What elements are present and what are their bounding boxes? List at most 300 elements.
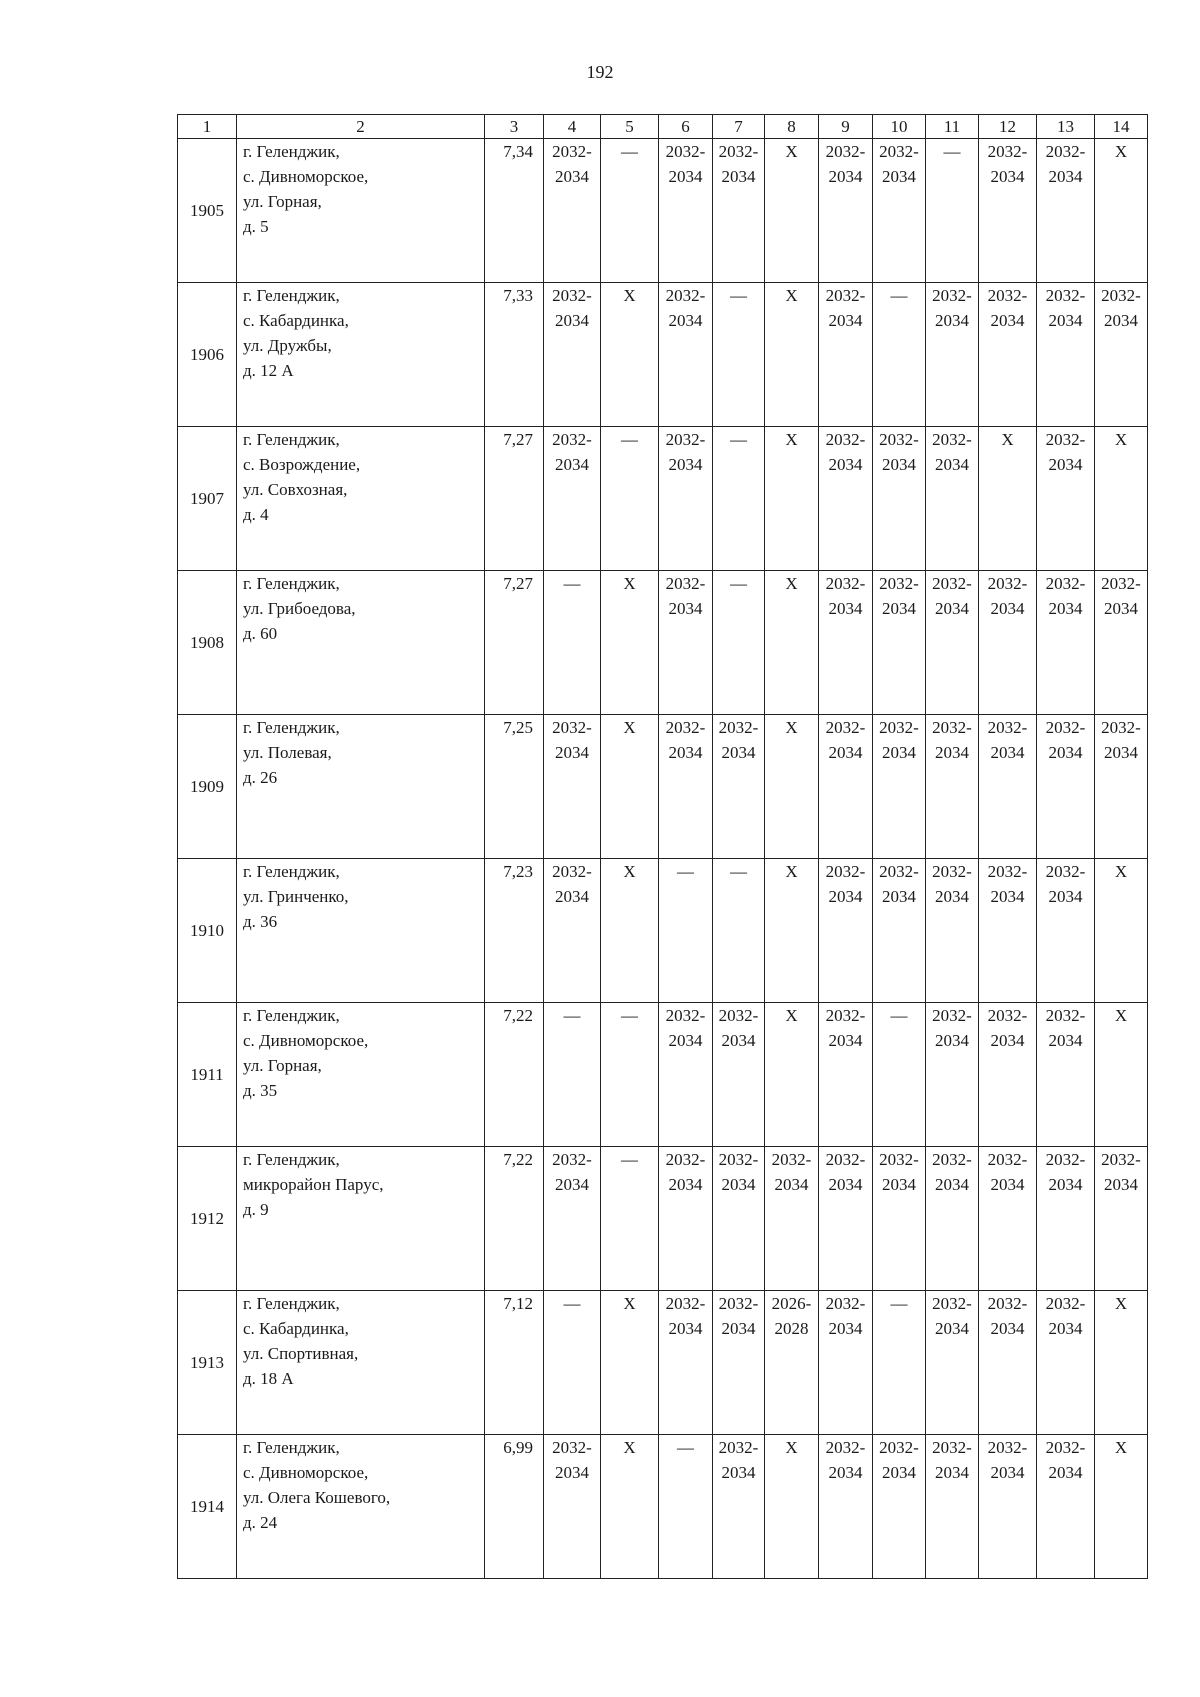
period-line: 2032- <box>665 142 706 161</box>
table-row <box>178 1147 1148 1291</box>
period-line: 2034 <box>882 1463 916 1482</box>
period-line: 2032- <box>879 142 919 161</box>
period-cell <box>979 859 1037 1003</box>
period-line: X <box>1114 1006 1128 1025</box>
period-line: 2032- <box>552 142 592 161</box>
period-line: 2032- <box>718 142 759 161</box>
period-cell <box>1095 1147 1148 1291</box>
period-cell <box>819 715 873 859</box>
period-line: 2032- <box>1045 1294 1086 1313</box>
period-line: 2032- <box>665 574 706 593</box>
period-cell <box>544 427 601 571</box>
column-header: 13 <box>1037 115 1095 139</box>
table-row <box>178 1435 1148 1579</box>
column-header: 6 <box>659 115 713 139</box>
period-line: 2034 <box>828 167 863 186</box>
period-line: 2034 <box>882 1175 916 1194</box>
period-cell <box>601 1003 659 1147</box>
period-line: — <box>730 430 747 449</box>
address-line: г. Геленджик, <box>243 862 340 881</box>
period-cell <box>765 1147 819 1291</box>
period-cell <box>1037 571 1095 715</box>
period-line: X <box>1114 142 1128 161</box>
table-row <box>178 859 1148 1003</box>
period-line: 2032- <box>879 718 919 737</box>
period-cell <box>544 1435 601 1579</box>
period-cell <box>873 283 926 427</box>
period-line: 2034 <box>828 1031 863 1050</box>
period-cell <box>601 1147 659 1291</box>
period-line: 2034 <box>990 167 1025 186</box>
period-line: 2034 <box>882 167 916 186</box>
address-line: ул. Горная, <box>243 1056 322 1075</box>
area-cell: 6,99 <box>485 1435 544 1579</box>
area-cell: 7,22 <box>485 1147 544 1291</box>
area-cell: 7,23 <box>485 859 544 1003</box>
period-cell <box>765 571 819 715</box>
period-cell <box>544 1003 601 1147</box>
period-line: 2032- <box>825 1294 866 1313</box>
period-cell <box>926 427 979 571</box>
period-cell <box>713 427 765 571</box>
period-line: 2034 <box>721 743 756 762</box>
table-row <box>178 139 1148 283</box>
address-cell <box>237 427 485 571</box>
table-row <box>178 715 1148 859</box>
period-line: — <box>730 862 747 881</box>
period-line: 2032- <box>1045 430 1086 449</box>
period-line: 2032- <box>718 1150 759 1169</box>
column-header: 14 <box>1095 115 1148 139</box>
row-number: 1913 <box>178 1291 237 1435</box>
period-cell <box>713 715 765 859</box>
period-line: 2028 <box>774 1319 809 1338</box>
period-cell <box>1037 139 1095 283</box>
period-cell <box>544 1147 601 1291</box>
period-line: 2032- <box>552 1150 592 1169</box>
row-number: 1908 <box>178 571 237 715</box>
period-line: — <box>563 574 581 593</box>
period-line: 2032- <box>552 286 592 305</box>
period-cell <box>926 571 979 715</box>
address-line: д. 24 <box>243 1513 278 1532</box>
column-header: 5 <box>601 115 659 139</box>
period-line: 2032- <box>552 718 592 737</box>
table-row <box>178 427 1148 571</box>
period-line: 2034 <box>668 1319 703 1338</box>
period-cell <box>1095 427 1148 571</box>
period-line: 2034 <box>990 887 1025 906</box>
period-line: 2034 <box>828 455 863 474</box>
period-cell <box>659 139 713 283</box>
period-cell <box>601 1435 659 1579</box>
period-line: 2034 <box>828 1463 863 1482</box>
period-line: 2034 <box>721 167 756 186</box>
address-line: д. 9 <box>243 1200 269 1219</box>
column-header: 10 <box>873 115 926 139</box>
period-cell <box>544 571 601 715</box>
column-header: 3 <box>485 115 544 139</box>
period-cell <box>713 139 765 283</box>
address-line: с. Возрождение, <box>243 455 361 474</box>
address-line: с. Дивноморское, <box>243 1031 369 1050</box>
period-line: 2034 <box>555 311 589 330</box>
period-cell <box>659 1291 713 1435</box>
period-line: 2034 <box>668 1175 703 1194</box>
period-line: 2034 <box>774 1175 809 1194</box>
period-cell <box>765 1291 819 1435</box>
column-header: 7 <box>713 115 765 139</box>
period-line: 2032- <box>879 574 919 593</box>
period-cell <box>659 571 713 715</box>
address-cell <box>237 1003 485 1147</box>
period-cell <box>979 571 1037 715</box>
period-line: — <box>621 1150 638 1169</box>
period-line: 2032- <box>825 142 866 161</box>
period-line: 2034 <box>668 311 703 330</box>
period-cell <box>819 283 873 427</box>
address-line: ул. Грибоедова, <box>243 599 356 618</box>
period-line: 2034 <box>555 1175 589 1194</box>
table-body <box>178 139 1148 1579</box>
period-line: 2034 <box>882 887 916 906</box>
period-line: 2032- <box>987 862 1028 881</box>
period-cell <box>979 139 1037 283</box>
row-number: 1914 <box>178 1435 237 1579</box>
period-cell <box>1095 1435 1148 1579</box>
period-line: 2034 <box>935 743 969 762</box>
period-line: 2032- <box>1101 286 1141 305</box>
period-line: 2034 <box>828 599 863 618</box>
row-number: 1909 <box>178 715 237 859</box>
column-header: 9 <box>819 115 873 139</box>
period-line: 2032- <box>825 574 866 593</box>
period-line: 2032- <box>665 286 706 305</box>
period-cell <box>765 139 819 283</box>
period-line: 2032- <box>1045 1438 1086 1457</box>
period-cell <box>926 139 979 283</box>
address-cell <box>237 715 485 859</box>
period-line: 2034 <box>935 1319 969 1338</box>
period-line: 2032- <box>987 1006 1028 1025</box>
period-line: — <box>563 1294 581 1313</box>
period-cell <box>1037 1435 1095 1579</box>
period-cell <box>544 139 601 283</box>
address-line: д. 26 <box>243 768 278 787</box>
period-cell <box>544 283 601 427</box>
period-cell <box>659 715 713 859</box>
period-line: 2032- <box>1101 718 1141 737</box>
period-line: 2032- <box>879 1438 919 1457</box>
period-cell <box>1095 1003 1148 1147</box>
period-line: 2032- <box>825 862 866 881</box>
address-line: ул. Дружбы, <box>243 336 332 355</box>
period-line: 2034 <box>1048 599 1083 618</box>
period-cell <box>765 715 819 859</box>
address-line: ул. Горная, <box>243 192 322 211</box>
period-cell <box>1095 1291 1148 1435</box>
period-line: 2032- <box>932 1006 972 1025</box>
period-line: 2034 <box>935 1031 969 1050</box>
period-cell <box>659 283 713 427</box>
address-line: с. Дивноморское, <box>243 167 369 186</box>
register-table <box>177 114 1148 1579</box>
period-line: 2032- <box>932 574 972 593</box>
table-row <box>178 1291 1148 1435</box>
period-line: 2034 <box>882 743 916 762</box>
address-line: с. Дивноморское, <box>243 1463 369 1482</box>
address-line: д. 36 <box>243 912 278 931</box>
period-cell <box>819 1435 873 1579</box>
address-line: д. 12 А <box>243 361 294 380</box>
period-line: 2032- <box>718 1006 759 1025</box>
period-line: 2032- <box>552 430 592 449</box>
period-cell <box>601 139 659 283</box>
address-line: д. 60 <box>243 624 278 643</box>
period-line: 2032- <box>1045 718 1086 737</box>
period-cell <box>659 1003 713 1147</box>
period-line: X <box>623 286 636 305</box>
period-cell <box>659 859 713 1003</box>
period-cell <box>873 1003 926 1147</box>
address-cell <box>237 1435 485 1579</box>
column-header: 8 <box>765 115 819 139</box>
period-cell <box>873 427 926 571</box>
period-cell <box>979 715 1037 859</box>
period-line: — <box>677 862 694 881</box>
period-cell <box>819 859 873 1003</box>
period-cell <box>926 1003 979 1147</box>
address-cell <box>237 1291 485 1435</box>
period-line: 2034 <box>721 1319 756 1338</box>
address-cell <box>237 139 485 283</box>
row-number: 1906 <box>178 283 237 427</box>
column-header: 4 <box>544 115 601 139</box>
period-cell <box>1037 1147 1095 1291</box>
period-cell <box>1095 571 1148 715</box>
address-line: ул. Спортивная, <box>243 1344 359 1363</box>
period-line: 2034 <box>990 311 1025 330</box>
period-cell <box>873 1291 926 1435</box>
period-line: 2034 <box>990 1463 1025 1482</box>
row-number: 1905 <box>178 139 237 283</box>
period-line: 2034 <box>1104 599 1138 618</box>
period-line: 2032- <box>825 430 866 449</box>
period-cell <box>819 1291 873 1435</box>
row-number: 1911 <box>178 1003 237 1147</box>
address-cell <box>237 859 485 1003</box>
area-cell: 7,25 <box>485 715 544 859</box>
period-line: X <box>623 718 636 737</box>
period-line: 2034 <box>935 887 969 906</box>
period-line: X <box>785 1438 798 1457</box>
period-cell <box>873 1147 926 1291</box>
address-line: г. Геленджик, <box>243 1006 340 1025</box>
period-cell <box>873 859 926 1003</box>
period-line: 2032- <box>987 574 1028 593</box>
period-line: 2032- <box>825 286 866 305</box>
period-cell <box>1095 283 1148 427</box>
period-line: 2034 <box>1048 1175 1083 1194</box>
period-line: 2032- <box>1045 574 1086 593</box>
address-line: д. 5 <box>243 217 269 236</box>
period-line: 2034 <box>935 311 969 330</box>
period-line: 2032- <box>932 1294 972 1313</box>
period-line: X <box>785 1006 798 1025</box>
period-cell <box>873 715 926 859</box>
period-cell <box>1037 1003 1095 1147</box>
period-cell <box>926 715 979 859</box>
period-cell <box>659 427 713 571</box>
period-cell <box>1095 715 1148 859</box>
period-line: X <box>623 1438 636 1457</box>
period-line: 2034 <box>1048 167 1083 186</box>
period-line: 2032- <box>552 862 592 881</box>
period-line: 2034 <box>1048 455 1083 474</box>
period-line: X <box>1114 430 1128 449</box>
period-line: 2034 <box>1104 311 1138 330</box>
period-cell <box>1037 859 1095 1003</box>
period-line: 2032- <box>665 1150 706 1169</box>
period-line: — <box>621 1006 638 1025</box>
period-line: — <box>677 1438 694 1457</box>
period-line: 2034 <box>828 743 863 762</box>
period-line: 2032- <box>1045 142 1086 161</box>
address-line: д. 35 <box>243 1081 278 1100</box>
period-line: X <box>785 430 798 449</box>
period-line: 2034 <box>721 1175 756 1194</box>
period-line: 2032- <box>552 1438 592 1457</box>
period-cell <box>765 1003 819 1147</box>
period-line: X <box>1114 1438 1128 1457</box>
period-line: 2034 <box>1048 887 1083 906</box>
period-line: 2032- <box>987 718 1028 737</box>
period-line: — <box>890 1294 908 1313</box>
period-line: 2034 <box>668 743 703 762</box>
period-line: 2034 <box>555 743 589 762</box>
period-line: — <box>943 142 961 161</box>
period-line: 2034 <box>555 887 589 906</box>
period-line: 2032- <box>825 1006 866 1025</box>
address-line: г. Геленджик, <box>243 1150 340 1169</box>
period-line: 2034 <box>668 455 703 474</box>
period-line: 2032- <box>932 430 972 449</box>
period-line: 2032- <box>718 1294 759 1313</box>
period-line: 2032- <box>932 286 972 305</box>
period-line: 2032- <box>771 1150 812 1169</box>
period-line: 2032- <box>825 718 866 737</box>
period-line: X <box>785 142 798 161</box>
period-line: 2032- <box>1045 286 1086 305</box>
period-line: 2032- <box>1045 1006 1086 1025</box>
period-line: 2032- <box>718 1438 759 1457</box>
period-line: 2032- <box>987 1294 1028 1313</box>
period-cell <box>601 715 659 859</box>
period-cell <box>1037 715 1095 859</box>
period-cell <box>713 571 765 715</box>
period-cell <box>601 1291 659 1435</box>
period-line: 2032- <box>825 1438 866 1457</box>
period-cell <box>765 1435 819 1579</box>
period-line: X <box>785 286 798 305</box>
period-line: 2034 <box>1104 743 1138 762</box>
period-cell <box>713 1147 765 1291</box>
period-cell <box>926 1435 979 1579</box>
address-line: г. Геленджик, <box>243 430 340 449</box>
column-header: 11 <box>926 115 979 139</box>
period-line: 2032- <box>987 286 1028 305</box>
period-cell <box>713 859 765 1003</box>
row-number: 1912 <box>178 1147 237 1291</box>
period-line: — <box>621 430 638 449</box>
address-line: г. Геленджик, <box>243 286 340 305</box>
period-cell <box>601 427 659 571</box>
period-line: 2034 <box>882 455 916 474</box>
period-line: 2034 <box>828 1175 863 1194</box>
period-line: 2032- <box>1045 1150 1086 1169</box>
area-cell: 7,34 <box>485 139 544 283</box>
period-line: — <box>730 574 747 593</box>
period-cell <box>873 139 926 283</box>
period-cell <box>601 571 659 715</box>
period-cell <box>1037 1291 1095 1435</box>
period-cell <box>713 1435 765 1579</box>
column-header: 12 <box>979 115 1037 139</box>
period-cell <box>765 283 819 427</box>
address-cell <box>237 283 485 427</box>
period-cell <box>765 427 819 571</box>
period-line: 2034 <box>721 1031 756 1050</box>
table-header <box>178 115 1148 139</box>
period-line: 2034 <box>828 1319 863 1338</box>
period-cell <box>819 139 873 283</box>
period-cell <box>765 859 819 1003</box>
address-line: г. Геленджик, <box>243 1438 340 1457</box>
period-cell <box>979 427 1037 571</box>
period-line: 2034 <box>668 167 703 186</box>
period-line: 2032- <box>665 430 706 449</box>
address-line: ул. Полевая, <box>243 743 332 762</box>
period-line: 2034 <box>990 1175 1025 1194</box>
period-cell <box>979 1003 1037 1147</box>
period-line: 2032- <box>665 1294 706 1313</box>
page-number: 192 <box>586 62 614 82</box>
period-cell <box>713 1003 765 1147</box>
period-cell <box>713 1291 765 1435</box>
period-line: 2032- <box>932 1438 972 1457</box>
period-line: 2032- <box>879 430 919 449</box>
address-cell <box>237 1147 485 1291</box>
address-cell <box>237 571 485 715</box>
period-line: 2034 <box>1048 743 1083 762</box>
period-cell <box>544 1291 601 1435</box>
period-cell <box>873 571 926 715</box>
period-line: X <box>623 1294 636 1313</box>
period-line: 2034 <box>990 1319 1025 1338</box>
period-line: 2034 <box>990 743 1025 762</box>
period-line: 2034 <box>828 887 863 906</box>
period-line: 2032- <box>932 862 972 881</box>
period-line: 2034 <box>935 1463 969 1482</box>
period-cell <box>819 571 873 715</box>
period-line: 2032- <box>932 1150 972 1169</box>
area-cell: 7,33 <box>485 283 544 427</box>
period-cell <box>713 283 765 427</box>
period-cell <box>544 859 601 1003</box>
period-line: — <box>890 286 908 305</box>
period-cell <box>659 1147 713 1291</box>
period-line: X <box>623 574 636 593</box>
